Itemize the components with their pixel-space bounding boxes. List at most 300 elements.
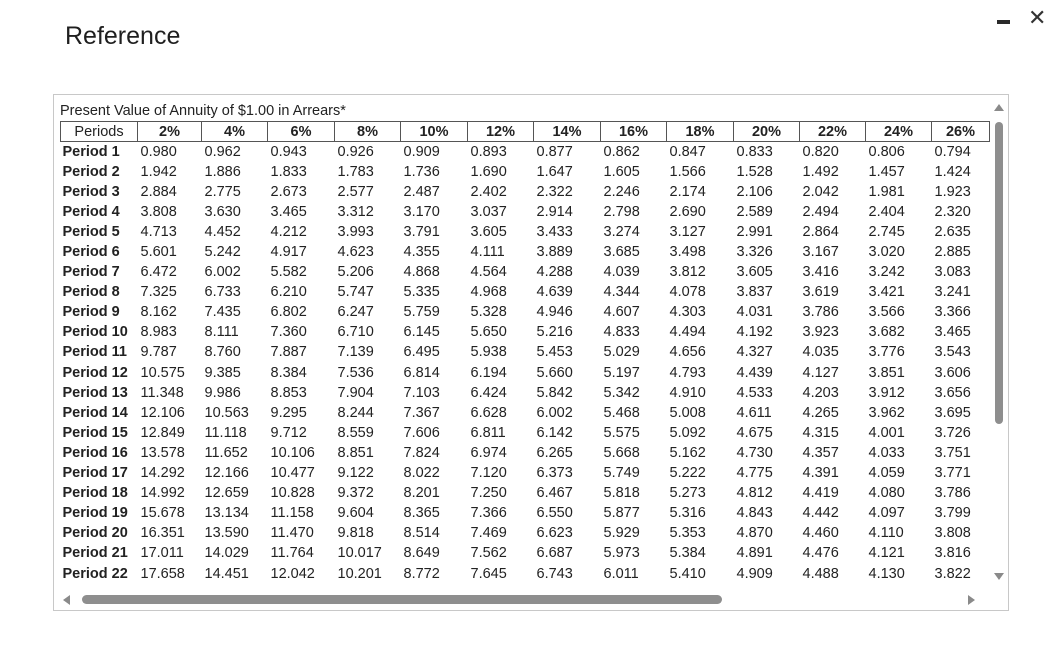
table-cell: 4.315 bbox=[802, 424, 839, 441]
table-cell: 2.042 bbox=[802, 183, 839, 200]
table-cell: 10.477 bbox=[270, 465, 315, 482]
table-cell: 3.465 bbox=[934, 324, 971, 341]
table-cell: 0.862 bbox=[603, 143, 640, 160]
period-label: Period 17 bbox=[62, 465, 128, 482]
table-cell: 9.295 bbox=[270, 404, 307, 421]
table-cell: 8.851 bbox=[337, 444, 374, 461]
table-cell: 7.367 bbox=[403, 404, 440, 421]
table-cell: 7.824 bbox=[403, 444, 440, 461]
table-cell: 2.322 bbox=[536, 183, 573, 200]
table-cell: 10.828 bbox=[270, 485, 315, 502]
table-cell: 5.335 bbox=[403, 284, 440, 301]
scroll-left-arrow-icon[interactable] bbox=[63, 595, 70, 605]
table-cell: 1.783 bbox=[337, 163, 374, 180]
table-cell: 1.528 bbox=[736, 163, 773, 180]
table-cell: 0.909 bbox=[403, 143, 440, 160]
table-cell: 8.201 bbox=[403, 485, 440, 502]
table-cell: 11.652 bbox=[204, 444, 248, 461]
table-cell: 6.974 bbox=[470, 444, 507, 461]
table-scroll-area[interactable] bbox=[60, 101, 990, 589]
table-cell: 3.771 bbox=[934, 465, 971, 482]
rate-header: 6% bbox=[268, 122, 335, 142]
table-cell: 8.853 bbox=[270, 384, 307, 401]
table-cell: 2.246 bbox=[603, 183, 640, 200]
period-label: Period 13 bbox=[62, 384, 128, 401]
table-cell: 7.120 bbox=[470, 465, 507, 482]
table-row bbox=[61, 564, 990, 584]
table-cell: 3.751 bbox=[934, 444, 971, 461]
table-cell: 4.265 bbox=[802, 404, 839, 421]
table-cell: 3.786 bbox=[934, 485, 971, 502]
table-row bbox=[61, 464, 990, 484]
table-cell: 3.962 bbox=[868, 404, 905, 421]
table-cell: 2.673 bbox=[270, 183, 307, 200]
rate-header: 4% bbox=[202, 122, 268, 142]
period-label: Period 11 bbox=[62, 344, 127, 361]
table-cell: 6.373 bbox=[536, 465, 573, 482]
table-cell: 11.764 bbox=[270, 545, 314, 562]
table-cell: 6.011 bbox=[603, 565, 639, 582]
table-row bbox=[61, 343, 990, 363]
table-cell: 3.366 bbox=[934, 304, 971, 321]
table-cell: 2.885 bbox=[934, 244, 971, 261]
table-cell: 3.242 bbox=[868, 264, 905, 281]
table-cell: 3.433 bbox=[536, 223, 573, 240]
table-cell: 3.170 bbox=[403, 203, 440, 220]
table-cell: 1.492 bbox=[802, 163, 839, 180]
table-cell: 4.203 bbox=[802, 384, 839, 401]
table-cell: 3.786 bbox=[802, 304, 839, 321]
table-cell: 7.250 bbox=[470, 485, 507, 502]
table-panel bbox=[53, 94, 1009, 611]
table-cell: 1.690 bbox=[470, 163, 507, 180]
table-cell: 4.212 bbox=[270, 223, 307, 240]
table-cell: 4.111 bbox=[470, 244, 505, 261]
table-row bbox=[61, 383, 990, 403]
period-label: Period 20 bbox=[62, 525, 128, 542]
table-cell: 4.442 bbox=[802, 505, 839, 522]
table-cell: 6.247 bbox=[337, 304, 374, 321]
table-cell: 3.083 bbox=[934, 264, 971, 281]
table-row bbox=[61, 323, 990, 343]
table-cell: 3.816 bbox=[934, 545, 971, 562]
vertical-scroll-thumb[interactable] bbox=[995, 122, 1003, 424]
table-cell: 6.424 bbox=[470, 384, 507, 401]
table-cell: 9.385 bbox=[204, 364, 241, 381]
table-cell: 2.487 bbox=[403, 183, 440, 200]
table-cell: 8.162 bbox=[140, 304, 177, 321]
table-cell: 2.577 bbox=[337, 183, 374, 200]
table-cell: 3.421 bbox=[868, 284, 905, 301]
table-cell: 3.912 bbox=[868, 384, 905, 401]
period-label: Period 16 bbox=[62, 444, 128, 461]
table-cell: 4.033 bbox=[868, 444, 905, 461]
table-cell: 8.244 bbox=[337, 404, 374, 421]
table-cell: 5.747 bbox=[337, 284, 374, 301]
scroll-up-arrow-icon[interactable] bbox=[994, 104, 1004, 111]
table-cell: 7.103 bbox=[403, 384, 440, 401]
table-cell: 6.811 bbox=[470, 424, 506, 441]
table-cell: 5.242 bbox=[204, 244, 241, 261]
table-cell: 4.623 bbox=[337, 244, 374, 261]
table-cell: 4.035 bbox=[802, 344, 839, 361]
table-cell: 5.877 bbox=[603, 505, 640, 522]
table-cell: 3.566 bbox=[868, 304, 905, 321]
table-cell: 4.391 bbox=[802, 465, 839, 482]
table-cell: 5.601 bbox=[140, 244, 177, 261]
table-cell: 5.929 bbox=[603, 525, 640, 542]
table-cell: 6.002 bbox=[204, 264, 241, 281]
table-cell: 4.533 bbox=[736, 384, 773, 401]
table-cell: 7.562 bbox=[470, 545, 507, 562]
table-cell: 9.122 bbox=[337, 465, 374, 482]
table-cell: 4.288 bbox=[536, 264, 573, 281]
table-cell: 5.216 bbox=[536, 324, 573, 341]
table-cell: 5.938 bbox=[470, 344, 507, 361]
table-cell: 5.328 bbox=[470, 304, 507, 321]
table-cell: 9.604 bbox=[337, 505, 374, 522]
table-cell: 3.274 bbox=[603, 223, 640, 240]
minimize-button[interactable] bbox=[992, 6, 1018, 32]
table-cell: 3.799 bbox=[934, 505, 971, 522]
table-cell: 6.142 bbox=[536, 424, 573, 441]
table-cell: 11.348 bbox=[140, 384, 184, 401]
table-cell: 0.962 bbox=[204, 143, 241, 160]
table-cell: 8.022 bbox=[403, 465, 440, 482]
table-cell: 1.566 bbox=[669, 163, 706, 180]
table-cell: 4.639 bbox=[536, 284, 573, 301]
table-cell: 4.730 bbox=[736, 444, 773, 461]
table-cell: 6.472 bbox=[140, 264, 177, 281]
table-cell: 5.453 bbox=[536, 344, 573, 361]
table-cell: 6.814 bbox=[403, 364, 440, 381]
table-cell: 0.820 bbox=[802, 143, 839, 160]
period-label: Period 12 bbox=[62, 364, 128, 381]
table-cell: 3.808 bbox=[140, 203, 177, 220]
table-cell: 2.404 bbox=[868, 203, 905, 220]
horizontal-scrollbar[interactable] bbox=[54, 590, 992, 610]
table-cell: 4.843 bbox=[736, 505, 773, 522]
minimize-icon bbox=[997, 20, 1010, 24]
table-cell: 4.917 bbox=[270, 244, 307, 261]
table-cell: 1.457 bbox=[868, 163, 905, 180]
table-cell: 5.342 bbox=[603, 384, 640, 401]
table-cell: 2.690 bbox=[669, 203, 706, 220]
table-cell: 5.749 bbox=[603, 465, 640, 482]
period-label: Period 22 bbox=[62, 565, 128, 582]
table-cell: 4.607 bbox=[603, 304, 640, 321]
table-cell: 5.410 bbox=[669, 565, 706, 582]
periods-header: Periods bbox=[61, 122, 138, 142]
table-cell: 5.973 bbox=[603, 545, 640, 562]
table-cell: 2.635 bbox=[934, 223, 971, 240]
table-cell: 8.760 bbox=[204, 344, 241, 361]
period-label: Period 4 bbox=[62, 203, 120, 220]
table-cell: 3.606 bbox=[934, 364, 971, 381]
table-cell: 5.222 bbox=[669, 465, 706, 482]
table-cell: 2.589 bbox=[736, 203, 773, 220]
table-cell: 8.772 bbox=[403, 565, 440, 582]
table-cell: 5.660 bbox=[536, 364, 573, 381]
table-cell: 4.357 bbox=[802, 444, 839, 461]
close-icon: ✕ bbox=[1028, 6, 1047, 31]
table-cell: 16.351 bbox=[140, 525, 185, 542]
table-row bbox=[61, 443, 990, 463]
table-row bbox=[61, 484, 990, 504]
table-cell: 3.656 bbox=[934, 384, 971, 401]
scroll-right-arrow-icon[interactable] bbox=[968, 595, 975, 605]
table-cell: 5.206 bbox=[337, 264, 374, 281]
table-cell: 3.326 bbox=[736, 244, 773, 261]
table-row bbox=[61, 162, 990, 182]
table-cell: 8.649 bbox=[403, 545, 440, 562]
table-cell: 2.775 bbox=[204, 183, 241, 200]
table-cell: 6.002 bbox=[536, 404, 573, 421]
table-cell: 6.550 bbox=[536, 505, 573, 522]
table-cell: 3.619 bbox=[802, 284, 839, 301]
table-cell: 6.194 bbox=[470, 364, 507, 381]
table-cell: 9.712 bbox=[270, 424, 307, 441]
table-cell: 6.710 bbox=[337, 324, 374, 341]
table-cell: 4.675 bbox=[736, 424, 773, 441]
period-label: Period 5 bbox=[62, 223, 120, 240]
table-cell: 7.139 bbox=[337, 344, 374, 361]
table-body bbox=[61, 142, 990, 585]
table-cell: 2.884 bbox=[140, 183, 177, 200]
table-cell: 3.889 bbox=[536, 244, 573, 261]
table-cell: 0.833 bbox=[736, 143, 773, 160]
rate-header: 12% bbox=[468, 122, 534, 142]
vertical-scrollbar[interactable] bbox=[990, 95, 1008, 590]
table-cell: 5.468 bbox=[603, 404, 640, 421]
table-cell: 12.166 bbox=[204, 465, 249, 482]
table-row bbox=[61, 524, 990, 544]
scroll-down-arrow-icon[interactable] bbox=[994, 573, 1004, 580]
table-cell: 3.993 bbox=[337, 223, 374, 240]
table-cell: 3.685 bbox=[603, 244, 640, 261]
table-cell: 0.943 bbox=[270, 143, 307, 160]
table-cell: 4.494 bbox=[669, 324, 706, 341]
table-cell: 14.992 bbox=[140, 485, 185, 502]
table-cell: 3.791 bbox=[403, 223, 440, 240]
table-cell: 12.042 bbox=[270, 565, 315, 582]
table-cell: 5.842 bbox=[536, 384, 573, 401]
table-row bbox=[61, 363, 990, 383]
table-cell: 10.563 bbox=[204, 404, 249, 421]
table-cell: 3.167 bbox=[802, 244, 839, 261]
table-cell: 8.111 bbox=[204, 324, 239, 341]
table-cell: 4.909 bbox=[736, 565, 773, 582]
horizontal-scroll-thumb[interactable] bbox=[82, 595, 722, 604]
table-row bbox=[61, 202, 990, 222]
table-row bbox=[61, 423, 990, 443]
table-cell: 4.452 bbox=[204, 223, 241, 240]
table-cell: 14.029 bbox=[204, 545, 249, 562]
table-cell: 0.877 bbox=[536, 143, 573, 160]
table-row bbox=[61, 283, 990, 303]
table-cell: 4.097 bbox=[868, 505, 905, 522]
period-label: Period 2 bbox=[62, 163, 120, 180]
table-cell: 6.687 bbox=[536, 545, 573, 562]
table-cell: 4.793 bbox=[669, 364, 706, 381]
table-cell: 4.078 bbox=[669, 284, 706, 301]
rate-header: 22% bbox=[800, 122, 866, 142]
header-row bbox=[61, 122, 990, 142]
table-cell: 2.798 bbox=[603, 203, 640, 220]
rate-header: 20% bbox=[734, 122, 800, 142]
table-cell: 4.130 bbox=[868, 565, 905, 582]
table-cell: 9.372 bbox=[337, 485, 374, 502]
table-cell: 6.210 bbox=[270, 284, 307, 301]
table-cell: 3.776 bbox=[868, 344, 905, 361]
table-cell: 1.833 bbox=[270, 163, 307, 180]
table-cell: 14.292 bbox=[140, 465, 185, 482]
table-cell: 6.628 bbox=[470, 404, 507, 421]
table-cell: 0.794 bbox=[934, 143, 971, 160]
table-cell: 1.605 bbox=[603, 163, 640, 180]
table-cell: 0.847 bbox=[669, 143, 706, 160]
table-row bbox=[61, 142, 990, 163]
table-cell: 0.806 bbox=[868, 143, 905, 160]
period-label: Period 1 bbox=[62, 143, 120, 160]
table-cell: 8.559 bbox=[337, 424, 374, 441]
table-cell: 14.451 bbox=[204, 565, 249, 582]
table-cell: 6.743 bbox=[536, 565, 573, 582]
table-cell: 8.983 bbox=[140, 324, 177, 341]
table-row bbox=[61, 303, 990, 323]
table-cell: 10.106 bbox=[270, 444, 315, 461]
table-cell: 8.514 bbox=[403, 525, 440, 542]
table-cell: 4.439 bbox=[736, 364, 773, 381]
table-cell: 1.942 bbox=[140, 163, 177, 180]
table-cell: 9.986 bbox=[204, 384, 241, 401]
table-cell: 12.849 bbox=[140, 424, 185, 441]
table-cell: 6.495 bbox=[403, 344, 440, 361]
table-cell: 1.981 bbox=[868, 183, 905, 200]
period-label: Period 18 bbox=[62, 485, 128, 502]
period-label: Period 3 bbox=[62, 183, 120, 200]
table-cell: 3.812 bbox=[669, 264, 706, 281]
table-caption: Present Value of Annuity of $1.00 in Arrears* bbox=[60, 103, 346, 119]
table-cell: 0.893 bbox=[470, 143, 507, 160]
rate-header: 18% bbox=[667, 122, 734, 142]
table-cell: 2.402 bbox=[470, 183, 507, 200]
table-cell: 5.582 bbox=[270, 264, 307, 281]
table-row bbox=[61, 182, 990, 202]
table-cell: 4.656 bbox=[669, 344, 706, 361]
table-cell: 6.265 bbox=[536, 444, 573, 461]
window-title: Reference bbox=[65, 22, 181, 50]
period-label: Period 14 bbox=[62, 404, 128, 421]
table-cell: 9.787 bbox=[140, 344, 177, 361]
table-row bbox=[61, 222, 990, 242]
table-cell: 3.695 bbox=[934, 404, 971, 421]
table-cell: 8.365 bbox=[403, 505, 440, 522]
table-cell: 12.659 bbox=[204, 485, 249, 502]
table-cell: 4.891 bbox=[736, 545, 773, 562]
table-cell: 13.578 bbox=[140, 444, 185, 461]
table-cell: 6.467 bbox=[536, 485, 573, 502]
rate-header: 14% bbox=[534, 122, 601, 142]
table-cell: 3.465 bbox=[270, 203, 307, 220]
table-cell: 4.121 bbox=[868, 545, 905, 562]
table-cell: 11.158 bbox=[270, 505, 314, 522]
table-cell: 11.470 bbox=[270, 525, 314, 542]
table-cell: 15.678 bbox=[140, 505, 185, 522]
table-cell: 12.106 bbox=[140, 404, 185, 421]
table-cell: 5.029 bbox=[603, 344, 640, 361]
table-cell: 9.818 bbox=[337, 525, 374, 542]
table-cell: 3.630 bbox=[204, 203, 241, 220]
table-row bbox=[61, 263, 990, 283]
table-cell: 4.488 bbox=[802, 565, 839, 582]
table-cell: 1.647 bbox=[536, 163, 573, 180]
table-cell: 2.106 bbox=[736, 183, 773, 200]
table-cell: 3.416 bbox=[802, 264, 839, 281]
table-cell: 7.606 bbox=[403, 424, 440, 441]
table-cell: 3.837 bbox=[736, 284, 773, 301]
table-cell: 7.360 bbox=[270, 324, 307, 341]
table-cell: 4.039 bbox=[603, 264, 640, 281]
table-cell: 3.923 bbox=[802, 324, 839, 341]
table-row bbox=[61, 544, 990, 564]
table-cell: 3.037 bbox=[470, 203, 507, 220]
table-cell: 4.344 bbox=[603, 284, 640, 301]
table-cell: 4.946 bbox=[536, 304, 573, 321]
table-cell: 2.320 bbox=[934, 203, 971, 220]
table-cell: 10.575 bbox=[140, 364, 185, 381]
rate-header: 10% bbox=[401, 122, 468, 142]
table-cell: 5.384 bbox=[669, 545, 706, 562]
table-cell: 4.868 bbox=[403, 264, 440, 281]
table-cell: 10.017 bbox=[337, 545, 382, 562]
table-cell: 4.327 bbox=[736, 344, 773, 361]
table-cell: 3.851 bbox=[868, 364, 905, 381]
table-cell: 6.733 bbox=[204, 284, 241, 301]
table-cell: 4.564 bbox=[470, 264, 507, 281]
table-cell: 5.008 bbox=[669, 404, 706, 421]
period-label: Period 7 bbox=[62, 264, 120, 281]
table-cell: 2.745 bbox=[868, 223, 905, 240]
period-label: Period 15 bbox=[62, 424, 128, 441]
period-label: Period 6 bbox=[62, 244, 120, 261]
table-cell: 3.020 bbox=[868, 244, 905, 261]
table-cell: 3.682 bbox=[868, 324, 905, 341]
table-cell: 5.316 bbox=[669, 505, 706, 522]
table-cell: 4.080 bbox=[868, 485, 905, 502]
table-cell: 3.498 bbox=[669, 244, 706, 261]
table-cell: 2.494 bbox=[802, 203, 839, 220]
table-cell: 5.668 bbox=[603, 444, 640, 461]
rate-header: 2% bbox=[138, 122, 202, 142]
table-cell: 4.812 bbox=[736, 485, 773, 502]
table-cell: 2.864 bbox=[802, 223, 839, 240]
table-cell: 4.127 bbox=[802, 364, 839, 381]
table-cell: 17.011 bbox=[140, 545, 184, 562]
close-button[interactable] bbox=[1028, 6, 1050, 32]
table-cell: 1.923 bbox=[934, 183, 971, 200]
table-cell: 5.092 bbox=[669, 424, 706, 441]
period-label: Period 8 bbox=[62, 284, 120, 301]
table-cell: 7.536 bbox=[337, 364, 374, 381]
table-cell: 4.355 bbox=[403, 244, 440, 261]
table-cell: 6.802 bbox=[270, 304, 307, 321]
table-cell: 4.460 bbox=[802, 525, 839, 542]
table-cell: 6.145 bbox=[403, 324, 440, 341]
table-cell: 5.575 bbox=[603, 424, 640, 441]
table-cell: 3.543 bbox=[934, 344, 971, 361]
table-cell: 4.031 bbox=[736, 304, 773, 321]
